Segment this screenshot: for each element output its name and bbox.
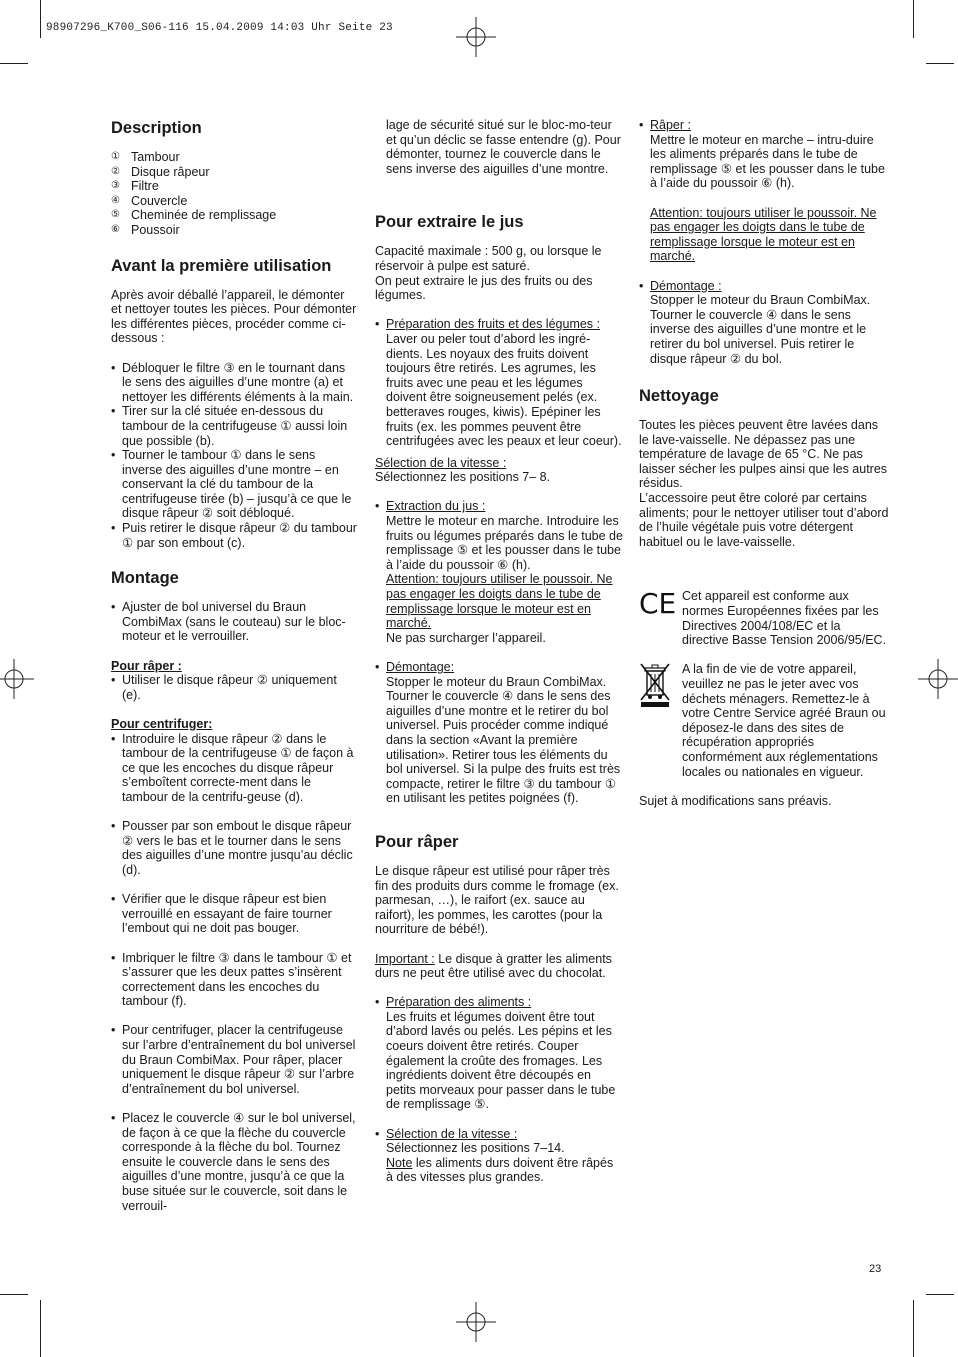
list-item [375, 660, 623, 806]
print-header: 98907296_K700_S06-116 15.04.2009 14:03 Uhr Seite 23 [46, 22, 393, 34]
crop-mark [913, 0, 914, 38]
page-number: 23 [869, 1263, 882, 1275]
jus-prep-text: Laver ou peler tout d’abord les ingré-dients. Les noyaux des fruits doivent toujours être retirés. Les agrumes, les fruits avec une peau et les légumes doivent être soigneusement pelés (ex. betteraves rouges, kiwis). Epépiner les fruits (ex. les pommes peuvent être centrifugées avec les peaux et leur coeur). [386, 331, 622, 449]
centrifuger-label: Pour centrifuger: [111, 717, 213, 731]
montage-title: Montage [111, 569, 179, 588]
description-title: Description [111, 119, 202, 137]
list-item: • Vérifier que le disque râpeur est bien verrouillé en essayant de faire tourner l’embout qui ne doit pas bouger. [111, 892, 357, 936]
jus-attention: Attention: toujours utiliser le poussoir. Ne pas engager les doigts dans le tube de remplissage lorsque le moteur est en marché. [386, 572, 613, 631]
parts-list-item: ① Tambour [111, 150, 180, 164]
list-item: • Débloquer le filtre ③ en le tournant dans le sens des aiguilles d’une montre (a) et nettoyer les différents éléments à la main. [111, 361, 357, 405]
raper-vitesse-label: Sélection de la vitesse : [386, 1126, 518, 1141]
column-2 [375, 118, 623, 1203]
avant-title: Avant la première utilisation [111, 256, 332, 275]
jus-demontage-text: Stopper le moteur du Braun CombiMax. Tourner le couvercle ④ dans le sens des aiguilles d’une montre et le retirer du bol universel. Puis procéder comme indiqué dans la section «Avant la première utilisation». Retirer tous les éléments du bol universel. Si la pulpe des fruits est très compacte, retirer le filtre ③ du tambour ① en utilisant les petites poignées (f). [386, 674, 621, 806]
jus-extraction [375, 499, 623, 645]
column-1 [111, 118, 357, 1231]
registration-mark-icon [456, 1302, 496, 1342]
list-item [639, 118, 889, 264]
jus-surcharge: Ne pas surcharger l’appareil. [386, 630, 546, 645]
crop-mark [0, 63, 28, 64]
ce-mark-icon [639, 587, 677, 621]
crop-mark [40, 1300, 41, 1357]
parts-list-item: ④ Couvercle [111, 193, 188, 208]
column-3 [639, 118, 889, 823]
jus-extraction-label: Extraction du jus : [386, 499, 486, 514]
jus-vitesse-text: Sélectionnez les positions 7– 8. [375, 470, 551, 485]
raper-title: Pour râper [375, 832, 459, 851]
ce-block [639, 589, 889, 647]
montage-section [111, 568, 357, 1213]
raper-label: Pour râper : [111, 658, 182, 673]
list-item [375, 995, 623, 1112]
list-item: • Tourner le tambour ① dans le sens inverse des aiguilles d’une montre – en conservant la clé du tambour de la centrifugeuse tirée (b) – jusqu’à ce que le disque râpeur ② soit débloqué. [111, 448, 357, 521]
list-item: • Utiliser le disque râpeur ② uniquement (e). [111, 673, 357, 702]
nettoyage-text: Toutes les pièces peuvent être lavées dans le lave-vaisselle. Ne dépassez pas une température de lavage de 65 °C. Ne pas laisser sécher les pulpes ainsi que les autres résidus. [639, 418, 888, 491]
raper-prep-text: Les fruits et légumes doivent être tout d’abord lavés ou pelés. Les pépins et les coeurs doivent être retirés. Couper également la croûte des fromages. Les ingrédients doivent être découpés en petits morveaux pour passer dans le tube de remplissage ⑤. [386, 1009, 616, 1112]
raper-demontage [639, 279, 889, 367]
list-item: • Introduire le disque râpeur ② dans le tambour de la centrifugeuse ① de façon à ce que les encoches du disque râpeur s’emboîtent correcte-ment dans le tambour de la centrifu-geuse (d). [111, 732, 357, 805]
jus-intro-2: On peut extraire le jus des fruits ou des légumes. [375, 273, 593, 303]
avant-section [111, 256, 357, 551]
crop-mark [40, 0, 41, 38]
jus-demontage-label: Démontage: [386, 660, 455, 674]
jus-section [375, 212, 623, 806]
crossed-bin-icon [639, 662, 671, 708]
list-item [375, 1127, 623, 1185]
jus-vitesse-label: Sélection de la vitesse : [375, 455, 507, 470]
nettoyage-section [639, 386, 889, 549]
jus-prep [375, 317, 623, 448]
avant-intro: Après avoir déballé l’appareil, le démonter et nettoyer toutes les pièces. Pour démonter les différentes pièces, procéder comme ci-dessous : [111, 287, 357, 346]
weee-block [639, 662, 889, 779]
raper-important: Important : Le disque à gratter les aliments durs ne peut être utilisé avec du chocolat. [375, 951, 612, 981]
registration-mark-icon [456, 17, 496, 57]
raper-raper [639, 118, 889, 264]
list-item: • Tirer sur la clé située en-dessous du tambour de la centrifugeuse ① aussi loin que possible (b). [111, 404, 357, 448]
jus-intro: Capacité maximale : 500 g, ou lorsque le réservoir à pulpe est saturé. [375, 244, 602, 273]
list-item [639, 279, 889, 367]
list-item [375, 317, 623, 448]
centrifuger-bullets [111, 732, 357, 1214]
list-item: • Placez le couvercle ④ sur le bol universel, de façon à ce que la flèche du couvercle corresponde à la flèche du bol. Tournez ensuite le couvercle dans le sens des aiguilles d’une montre, jusqu’à ce que la buse située sur le couvercle, soit dans le verrouil- [111, 1111, 357, 1213]
jus-demontage [375, 660, 623, 806]
raper-prep [375, 995, 623, 1112]
jus-extraction-text: Mettre le moteur en marche. Introduire les fruits ou légumes préparés dans le tube de remplissage ⑤ et les pousser dans le tube à l’aide du poussoir ⑥ (h). [386, 514, 623, 572]
list-item: • Imbriquer le filtre ③ dans le tambour ① et s’assurer que les deux pattes s’insèrent correctement dans les encoches du tambour (f). [111, 951, 357, 1009]
description-section [111, 118, 357, 238]
ce-mark-icon [639, 587, 677, 647]
raper-raper-text: Mettre le moteur en marche – intru-duire les aliments préparés dans le tube de remplissage ⑤ et les pousser dans le tube à l’aide du poussoir ⑥ (h). [650, 132, 885, 191]
raper-raper-label: Râper : [650, 118, 691, 132]
nettoyage-text-2: L’accessoire peut être coloré par certains aliments; pour le nettoyer utiliser tout d’abord de l’huile végétale puis votre détergent habituel ou le lave-vaisselle. [639, 491, 889, 549]
raper-note-label: Note [386, 1155, 413, 1170]
jus-title: Pour extraire le jus [375, 213, 524, 232]
list-item [375, 499, 623, 645]
weee-text: A la fin de vie de votre appareil, veuillez ne pas le jeter avec vos déchets ménagers. Remettez-le à votre Centre Service agréé Braun ou déposez-le dans des sites de récupération appropriés conformément aux réglementations locales ou nationales en vigueur. [682, 662, 886, 779]
registration-mark-icon [0, 659, 34, 699]
parts-list [111, 150, 357, 238]
raper-note-text: les aliments durs doivent être râpés à des vitesses plus grandes. [386, 1155, 614, 1185]
crop-mark [0, 1294, 28, 1295]
crossed-bin-icon [639, 662, 673, 779]
jus-prep-label: Préparation des fruits et des légumes : [386, 317, 601, 332]
montage-continuation: lage de sécurité situé sur le bloc-mo-teur et qu’un déclic se fasse entendre (g). Pour démonter, tournez le couvercle dans le sens inverse des aiguilles d’une montre. [386, 118, 621, 176]
raper-prep-label: Préparation des aliments : [386, 995, 532, 1010]
crop-mark [926, 1294, 954, 1295]
parts-list-item: ② Disque râpeur [111, 164, 210, 179]
avant-bullets [111, 361, 357, 551]
sujet-text: Sujet à modifications sans préavis. [639, 793, 832, 808]
list-item: • Ajuster de bol universel du Braun CombiMax (sans le couteau) sur le bloc-moteur et le verrouiller. [111, 600, 357, 644]
raper-demontage-text: Stopper le moteur du Braun CombiMax. Tourner le couvercle ④ dans le sens inverse des aiguilles d’une montre et le retirer du bol universel. Puis retirer le disque râpeur ② du bol. [650, 293, 871, 366]
parts-list-item: ⑤ Cheminée de remplissage [111, 208, 277, 223]
montage-bullets [111, 600, 357, 644]
parts-list-item: ⑥ Poussoir [111, 222, 180, 237]
raper-bullets [111, 673, 357, 702]
parts-list-item: ③ Filtre [111, 179, 159, 194]
raper-attention: Attention: toujours utiliser le poussoir. Ne pas engager les doigts dans le tube de remplissage lorsque le moteur est en marché. [650, 205, 877, 264]
svg-text:CE: CE [639, 587, 677, 621]
raper-intro: Le disque râpeur est utilisé pour râper très fin des produits durs comme le fromage (ex. parmesan, …), le raifort (ex. sauce au raifort), les pommes, les carottes (pour la nourriture de bébé!). [375, 863, 619, 937]
raper-vitesse [375, 1127, 623, 1185]
raper-demontage-label: Démontage : [650, 278, 722, 293]
crop-mark [926, 63, 954, 64]
registration-mark-icon [918, 659, 958, 699]
ce-text: Cet appareil est conforme aux normes Européennes fixées par les Directives 2004/108/EC et la directive Basse Tension 2006/95/EC. [682, 589, 887, 648]
raper-vitesse-text: Sélectionnez les positions 7–14. [386, 1141, 565, 1156]
raper-section [375, 832, 623, 1185]
list-item: • Pour centrifuger, placer la centrifugeuse sur l’arbre d’entraînement du bol universel du Braun CombiMax. Pour râper, placer uniquement le disque râpeur ② sur l’arbre d’entraînement du bol universel. [111, 1023, 357, 1096]
nettoyage-title: Nettoyage [639, 387, 719, 406]
crop-mark [913, 1300, 914, 1357]
list-item: • Puis retirer le disque râpeur ② du tambour ① par son embout (c). [111, 521, 357, 550]
list-item: • Pousser par son embout le disque râpeur ② vers le bas et le tourner dans le sens des aiguilles d’une montre jusqu’au déclic (d). [111, 819, 357, 877]
